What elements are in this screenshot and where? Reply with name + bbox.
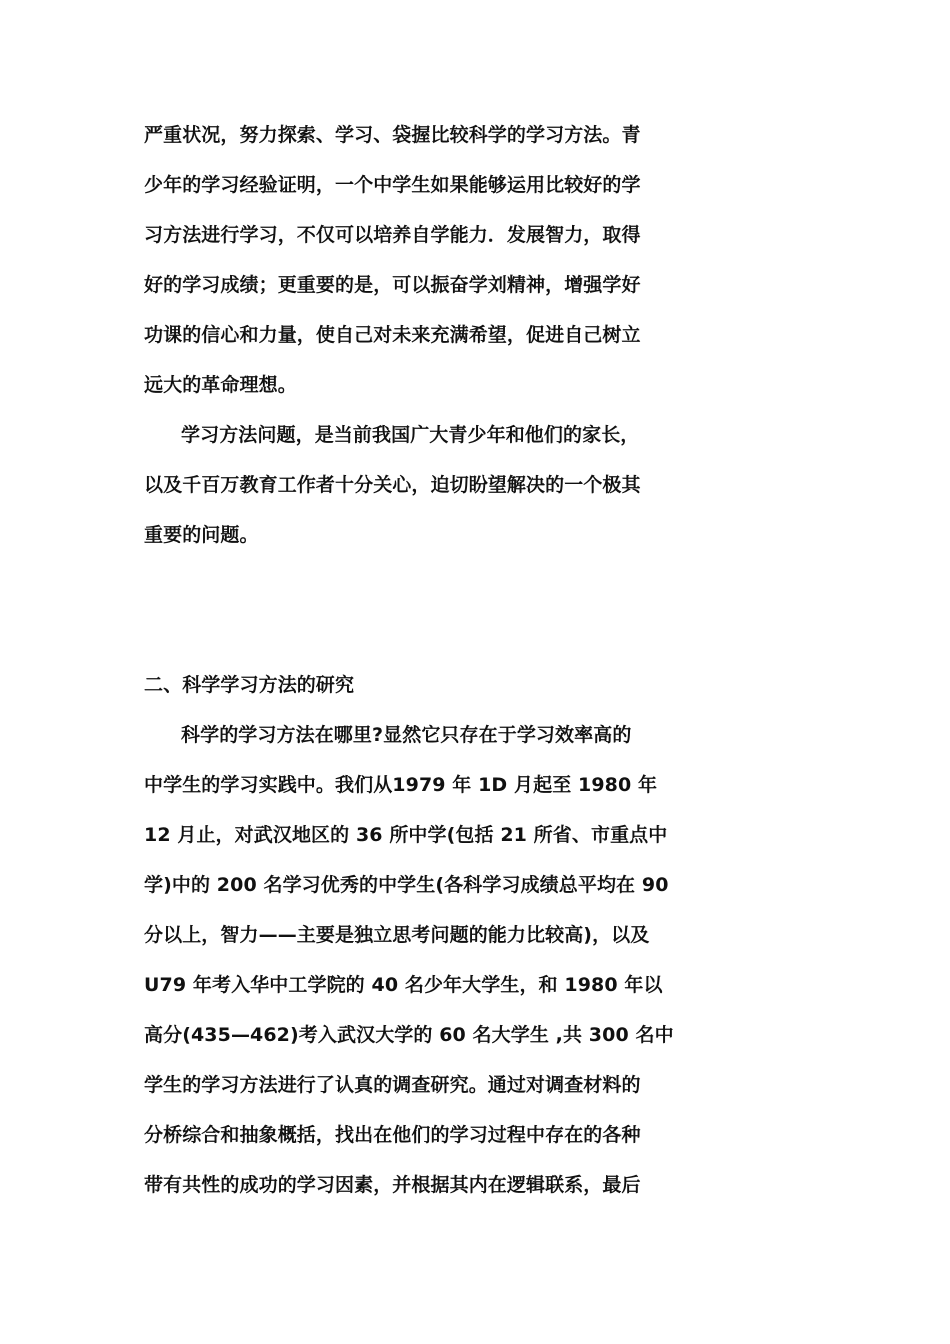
paragraph-line: 分桥综合和抽象概括，找出在他们的学习过程中存在的各种 xyxy=(144,1124,641,1146)
section-heading: 二、科学学习方法的研究 xyxy=(144,674,355,696)
paragraph-line: 科学的学习方法在哪里?显然它只存在于学习效率高的 xyxy=(181,724,632,746)
paragraph-line: 带有共性的成功的学习因素，并根据其内在逻辑联系，最后 xyxy=(144,1174,641,1196)
paragraph-line: 好的学习成绩；更重要的是，可以振奋学刘精神，增强学好 xyxy=(144,274,641,296)
paragraph-line: 严重状况，努力探索、学习、袋握比较科学的学习方法。青 xyxy=(144,124,641,146)
paragraph-line: 以及千百万教育工作者十分关心，迫切盼望解决的一个极其 xyxy=(144,474,641,496)
paragraph-line: 学)中的 200 名学习优秀的中学生(各科学习成绩总平均在 90 xyxy=(144,874,669,896)
paragraph-line: 少年的学习经验证明，一个中学生如果能够运用比较好的学 xyxy=(144,174,641,196)
paragraph-line: 重要的问题。 xyxy=(144,524,259,546)
paragraph-line: 习方法进行学习，不仅可以培养自学能力．发展智力，取得 xyxy=(144,224,641,246)
paragraph-line: 功课的信心和力量，使自己对未来充满希望，促进自己树立 xyxy=(144,324,641,346)
paragraph-line: 分以上，智力——主要是独立思考问题的能力比较高)，以及 xyxy=(144,924,650,946)
paragraph-line: 高分(435—462)考入武汉大学的 60 名大学生 ,共 300 名中 xyxy=(144,1024,674,1046)
paragraph-line: 学生的学习方法进行了认真的调查研究。通过对调查材料的 xyxy=(144,1074,641,1096)
paragraph-line: 远大的革命理想。 xyxy=(144,374,297,396)
paragraph-line: 学习方法问题，是当前我国广大青少年和他们的家长， xyxy=(181,424,640,446)
paragraph-line: 12 月止，对武汉地区的 36 所中学(包括 21 所省、市重点中 xyxy=(144,824,668,846)
paragraph-line: 中学生的学习实践中。我们从1979 年 1D 月起至 1980 年 xyxy=(144,774,658,796)
paragraph-line: U79 年考入华中工学院的 40 名少年大学生，和 1980 年以 xyxy=(144,974,663,996)
